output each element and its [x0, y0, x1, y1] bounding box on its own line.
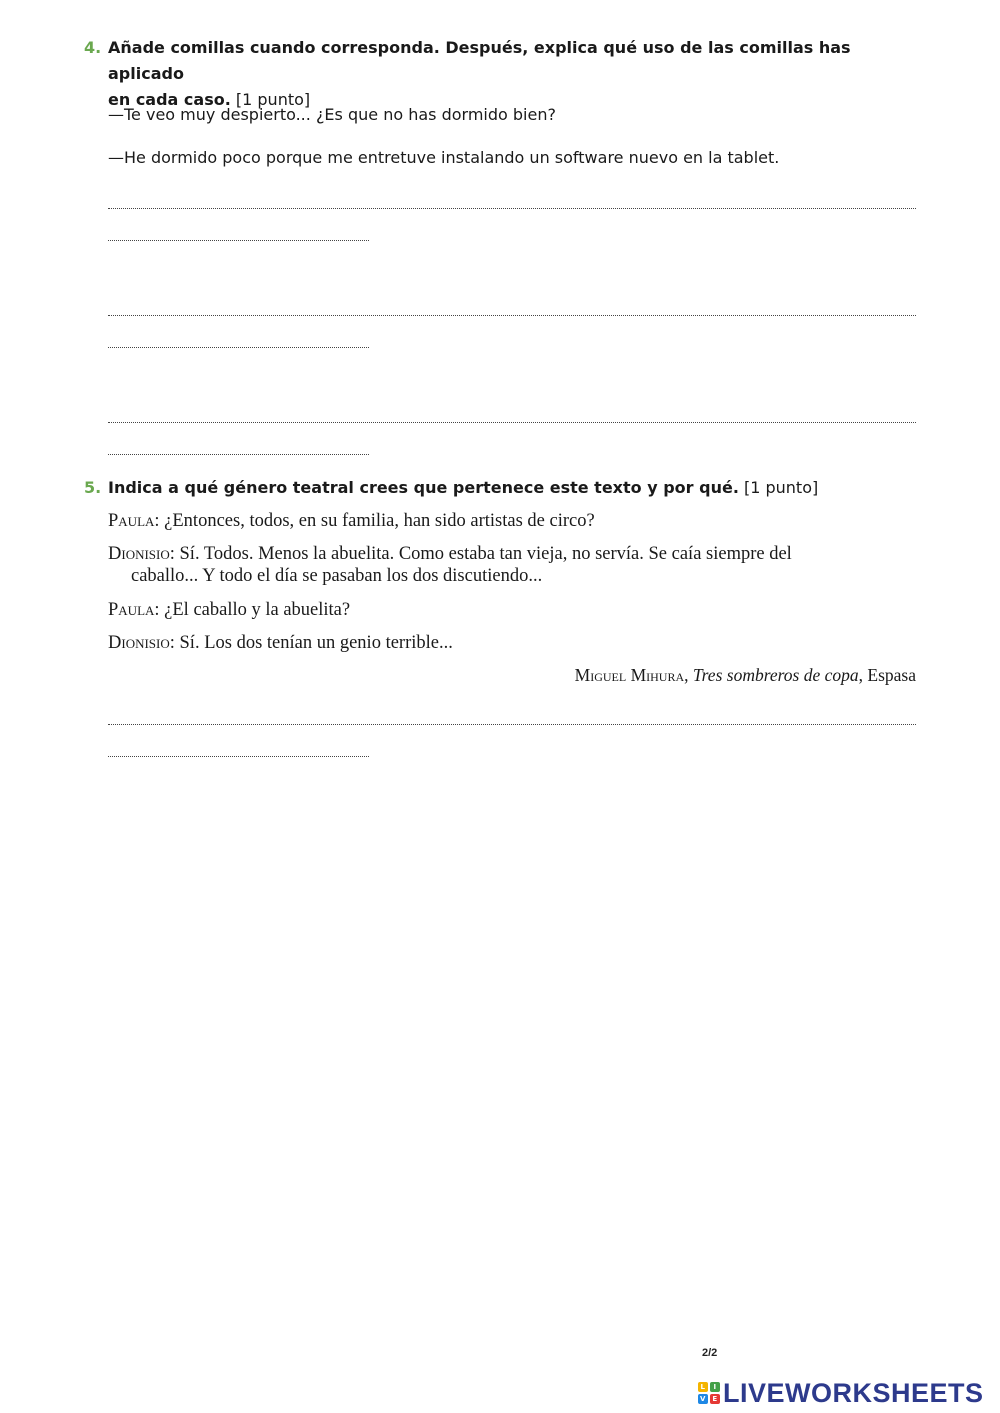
- script-line-4: [108, 632, 453, 654]
- speaker-text: : ¿Entonces, todos, en su familia, han sido artistas de circo?: [154, 511, 595, 531]
- question-4-dialogue-2: —He dormido poco porque me entretuve instalando un software nuevo en la tablet.: [108, 148, 780, 167]
- answer-line-q4-1b[interactable]: [108, 240, 369, 241]
- script-line-1: [108, 510, 595, 532]
- citation-title: Tres sombreros de copa: [692, 665, 859, 685]
- script-line-2-continuation: caballo... Y todo el día se pasaban los dos discutiendo...: [131, 566, 543, 586]
- speaker-text: : Sí. Todos. Menos la abuelita. Como estaba tan vieja, no servía. Se caía siempre del: [169, 544, 792, 564]
- question-5-prompt: [108, 475, 928, 501]
- brand-name: LIVEWORKSHEETS: [723, 1377, 984, 1408]
- question-4-prompt-line2: en cada caso.: [108, 90, 231, 109]
- script-line-3: [108, 599, 350, 621]
- answer-line-q5-1b[interactable]: [108, 756, 369, 757]
- answer-line-q5-1a[interactable]: [108, 724, 916, 725]
- liveworksheets-logo-icon: [698, 1382, 720, 1404]
- speaker-name: Dionisio: [108, 544, 170, 564]
- question-4-dialogue-1: —Te veo muy despierto... ¿Es que no has dormido bien?: [108, 105, 556, 124]
- citation-sep1: ,: [684, 665, 693, 685]
- question-5-number: 5.: [84, 478, 102, 497]
- speaker-name: Dionisio: [108, 633, 170, 653]
- question-5-prompt-text: Indica a qué género teatral crees que pertenece este texto y por qué.: [108, 478, 739, 497]
- question-4-number: 4.: [84, 38, 102, 57]
- question-4-points: [1 punto]: [235, 90, 311, 109]
- script-line-2: [108, 543, 888, 565]
- speaker-text: : ¿El caballo y la abuelita?: [154, 600, 351, 620]
- answer-line-q4-1a[interactable]: [108, 208, 916, 209]
- answer-line-q4-3b[interactable]: [108, 454, 369, 455]
- liveworksheets-brand: [698, 1377, 984, 1409]
- speaker-text: : Sí. Los dos tenían un genio terrible...: [169, 633, 453, 653]
- question-4-prompt-line1: Añade comillas cuando corresponda. Después, explica qué uso de las comillas has aplicado: [108, 38, 851, 83]
- logo-tile: L: [698, 1382, 708, 1392]
- source-citation: [575, 664, 916, 686]
- speaker-name: Paula: [108, 600, 155, 620]
- logo-tile: V: [698, 1394, 708, 1404]
- logo-tile: E: [710, 1394, 720, 1404]
- question-4-prompt: [108, 35, 928, 113]
- citation-author: Miguel Mihura: [574, 665, 685, 685]
- citation-publisher: Espasa: [867, 665, 916, 685]
- answer-line-q4-2b[interactable]: [108, 347, 369, 348]
- logo-tile: I: [710, 1382, 720, 1392]
- speaker-name: Paula: [108, 511, 155, 531]
- question-5-points: [1 punto]: [743, 478, 819, 497]
- page-number: 2/2: [702, 1347, 718, 1359]
- answer-line-q4-3a[interactable]: [108, 422, 916, 423]
- citation-sep2: ,: [858, 665, 868, 685]
- answer-line-q4-2a[interactable]: [108, 315, 916, 316]
